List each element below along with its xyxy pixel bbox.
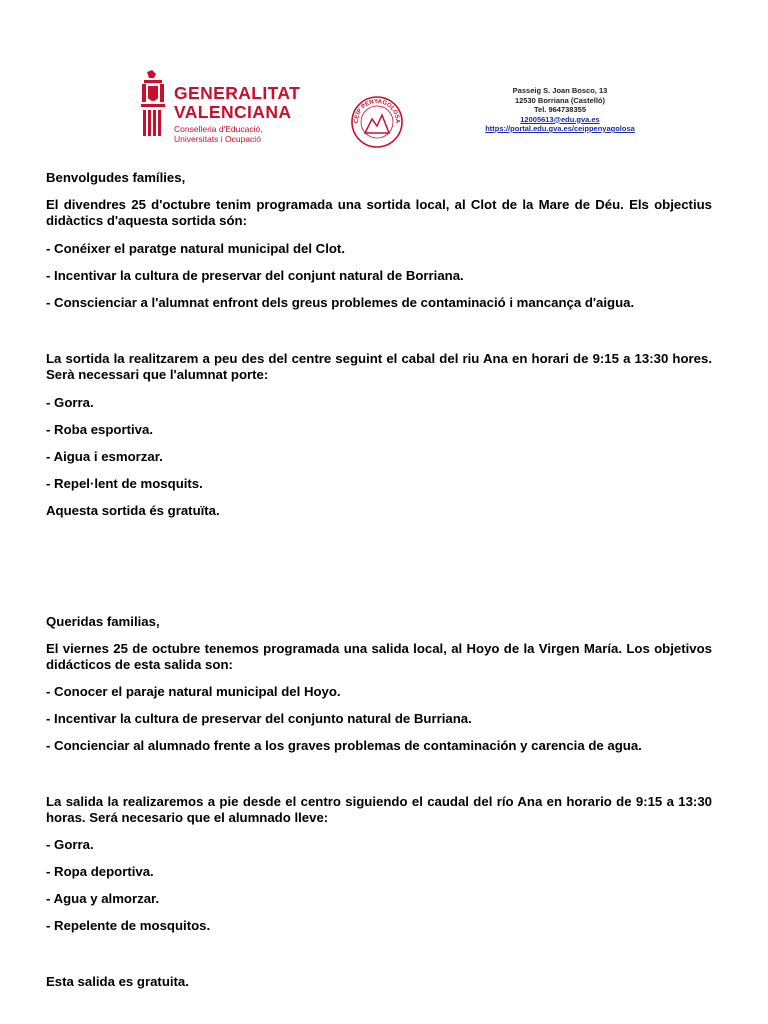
spanish-objective: - Incentivar la cultura de preservar del conjunto natural de Burriana. bbox=[46, 711, 472, 726]
department-name: Conselleria d'Educació, Universitats i Ocupació bbox=[174, 124, 263, 144]
generalitat-logo bbox=[138, 70, 318, 150]
valencian-objective: - Incentivar la cultura de preservar del conjunt natural de Borriana. bbox=[46, 268, 464, 283]
email-link[interactable]: 12005613@edu.gva.es bbox=[520, 114, 600, 124]
valencian-closing: Aquesta sortida és gratuïta. bbox=[46, 503, 220, 518]
spanish-item: - Repelente de mosquitos. bbox=[46, 918, 211, 933]
address-line-1: Passeig S. Joan Bosco, 13 bbox=[512, 86, 608, 95]
website-link[interactable]: https://portal.edu.gva.es/ceippenyagolosa bbox=[485, 124, 635, 133]
valencian-intro: El divendres 25 d'octubre tenim programada una sortida local, al Clot de la Mare de Déu. Els objectius didàctics d'aquesta sortida són: bbox=[46, 197, 712, 228]
school-seal-icon bbox=[350, 95, 404, 149]
valencian-item: - Gorra. bbox=[46, 395, 94, 410]
valencian-greeting: Benvolgudes famílies, bbox=[46, 170, 186, 185]
spanish-greeting: Queridas familias, bbox=[46, 614, 160, 629]
spanish-objective: - Conocer el paraje natural municipal del Hoyo. bbox=[46, 684, 341, 699]
letterhead bbox=[0, 0, 768, 160]
phone-line: Tel. 964738355 bbox=[534, 105, 586, 114]
spanish-objective: - Concienciar al alumnado frente a los graves problemas de contaminación y carencia de agua. bbox=[46, 738, 642, 753]
school-address bbox=[460, 86, 660, 134]
spanish-item: - Gorra. bbox=[46, 837, 94, 852]
valencian-item: - Repel·lent de mosquits. bbox=[46, 476, 203, 491]
valencian-logistics: La sortida la realitzarem a peu des del centre seguint el cabal del riu Ana en horari de 9:15 a 13:30 hores. Serà necessari que l'alumnat porte: bbox=[46, 351, 712, 382]
spanish-closing: Esta salida es gratuita. bbox=[46, 974, 189, 989]
address-line-2: 12530 Borriana (Castelló) bbox=[514, 95, 606, 105]
valencian-objective: - Conscienciar a l'alumnat enfront dels greus problemes de contaminació i mancança d'aigua. bbox=[46, 295, 635, 310]
valencian-objective: - Conéixer el paratge natural municipal del Clot. bbox=[46, 241, 345, 256]
spanish-intro: El viernes 25 de octubre tenemos programada una salida local, al Hoyo de la Virgen María. Los objetivos didácticos de esta salida son: bbox=[46, 641, 712, 672]
seal-text: CEIP PENYAGOLOSA bbox=[353, 98, 401, 124]
spanish-item: - Ropa deportiva. bbox=[46, 864, 154, 879]
valencian-item: - Aigua i esmorzar. bbox=[46, 449, 163, 464]
generalitat-title: GENERALITAT VALENCIANA bbox=[174, 83, 301, 122]
spanish-item: - Agua y almorzar. bbox=[46, 891, 160, 906]
spanish-logistics: La salida la realizaremos a pie desde el centro siguiendo el caudal del río Ana en horario de 9:15 a 13:30 horas. Será necesario que el alumnado lleve: bbox=[46, 794, 712, 825]
valencian-item: - Roba esportiva. bbox=[46, 422, 153, 437]
generalitat-emblem-icon bbox=[138, 70, 168, 140]
